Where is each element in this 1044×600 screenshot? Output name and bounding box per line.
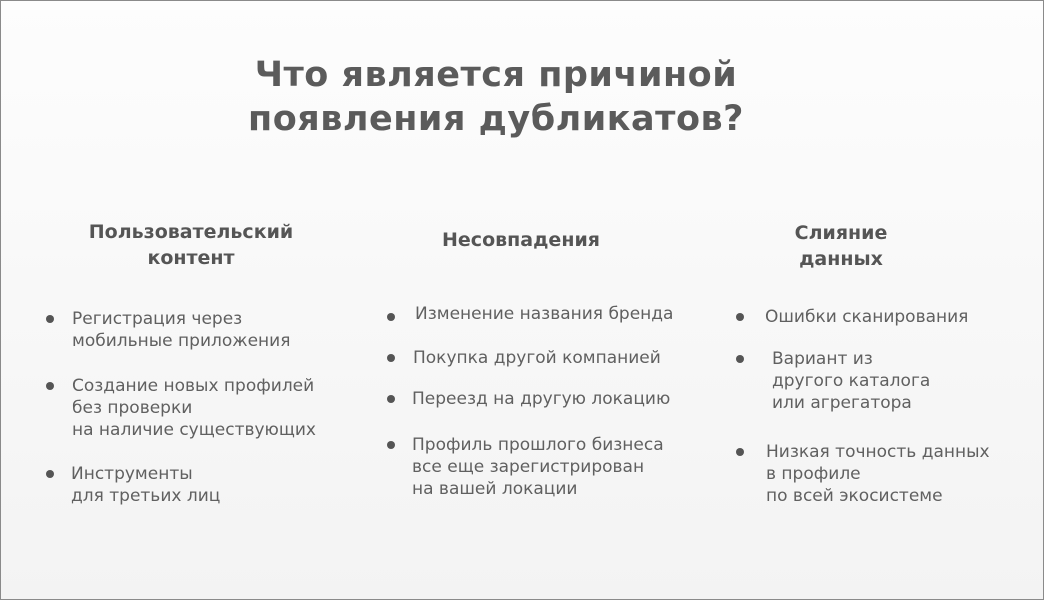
bullet-icon [46, 315, 54, 323]
item-line: Вариант из [772, 349, 873, 369]
item-line: на наличие существующих [72, 420, 316, 440]
item-line: в профиле [766, 464, 861, 484]
bullet-icon [387, 354, 395, 362]
slide-title-line-1: Что является причиной [254, 55, 738, 95]
heading-line: Несовпадения [442, 229, 600, 251]
heading-line: Пользовательский [88, 221, 294, 243]
item-line: Регистрация через [72, 309, 243, 329]
item-line: Переезд на другую локацию [412, 389, 671, 409]
bullet-icon [46, 382, 54, 390]
item-line: на вашей локации [412, 479, 578, 499]
bullet-icon [736, 313, 744, 321]
item-line: все еще зарегистрирован [412, 457, 645, 477]
bullet-icon [736, 448, 744, 456]
item-line: по всей экосистеме [766, 486, 943, 506]
bullet-icon [736, 355, 744, 363]
column-heading-data-merge [741, 220, 941, 272]
bullet-icon [387, 395, 395, 403]
item-line: Низкая точность данных [766, 442, 990, 462]
item-line: для третьих лиц [71, 486, 221, 506]
bullet-icon [387, 313, 395, 321]
item-line: мобильные приложения [72, 331, 291, 351]
item-line: Создание новых профилей [72, 376, 315, 396]
slide-title-line-2: появления дубликатов? [248, 99, 744, 139]
column-heading-user-content [61, 219, 321, 271]
item-line: другого каталога [772, 371, 931, 391]
item-line: без проверки [72, 398, 193, 418]
column-heading-mismatches [401, 227, 641, 253]
heading-line: контент [147, 247, 235, 269]
item-line: Инструменты [71, 464, 193, 484]
heading-line: данных [799, 248, 883, 270]
item-line: Покупка другой компанией [413, 348, 661, 368]
bullet-icon [46, 470, 54, 478]
item-line: или агрегатора [772, 393, 912, 413]
bullet-icon [387, 441, 395, 449]
slide-title [201, 53, 791, 141]
item-line: Изменение названия бренда [415, 304, 674, 324]
item-line: Профиль прошлого бизнеса [412, 435, 664, 455]
heading-line: Слияние [794, 222, 888, 244]
item-line: Ошибки сканирования [765, 307, 969, 327]
